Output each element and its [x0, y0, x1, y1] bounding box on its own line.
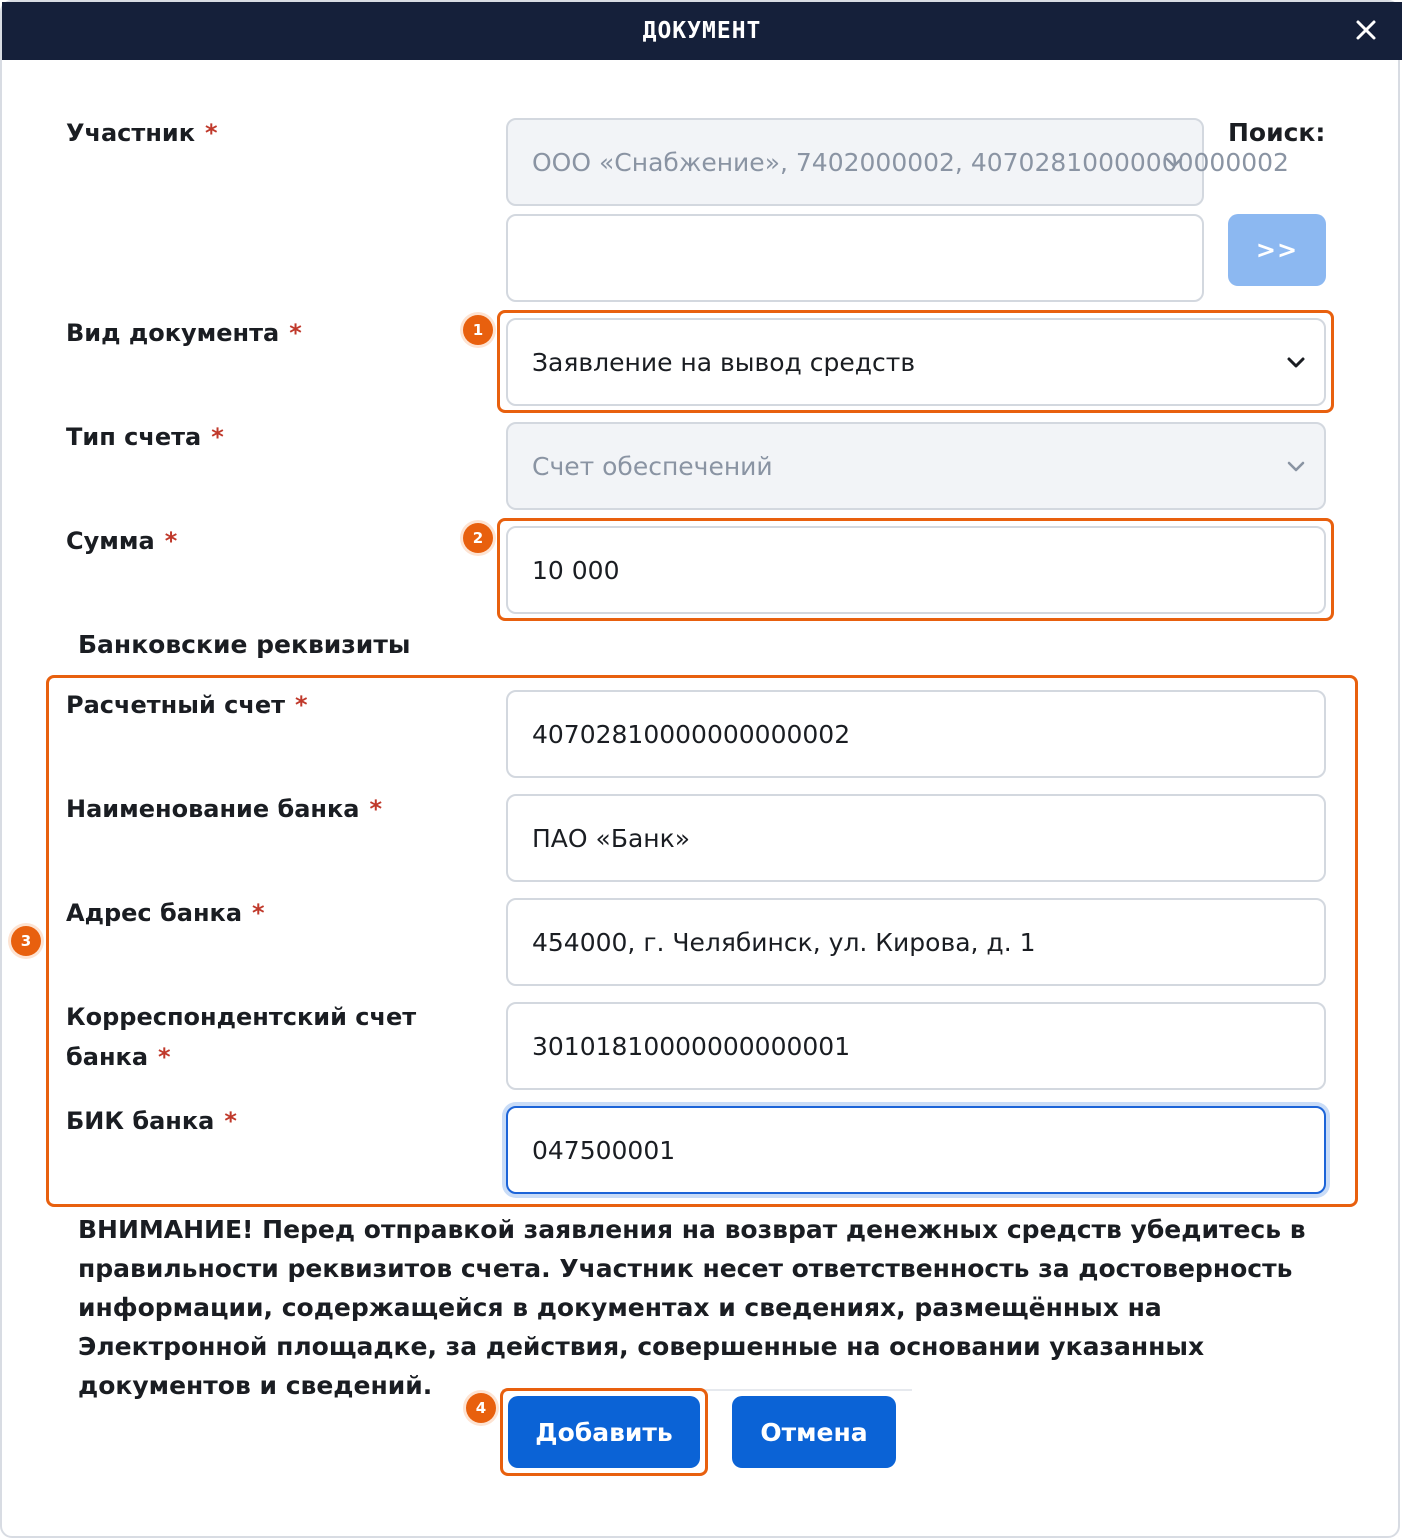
- dialog-title: ДОКУМЕНТ: [642, 18, 762, 44]
- bik-input[interactable]: 047500001: [506, 1106, 1326, 1194]
- required-mark: *: [289, 319, 302, 347]
- doc-type-label: Вид документа *: [66, 319, 302, 347]
- bank-name-label: Наименование банка *: [66, 795, 383, 823]
- required-mark: *: [205, 119, 218, 147]
- amount-label: Сумма *: [66, 527, 178, 555]
- required-mark: *: [158, 1043, 171, 1071]
- close-icon: [1355, 19, 1377, 41]
- chevron-down-icon: [1284, 454, 1308, 478]
- close-button[interactable]: [1344, 8, 1388, 52]
- bik-label: БИК банка *: [66, 1107, 237, 1135]
- corr-account-label: Корреспондентский счет банка *: [66, 1003, 417, 1071]
- required-mark: *: [369, 795, 383, 823]
- required-mark: *: [164, 527, 178, 555]
- participant-label: Участник *: [66, 119, 218, 147]
- highlight-frame-1: [497, 310, 1334, 413]
- required-mark: *: [224, 1107, 237, 1135]
- bank-address-input[interactable]: 454000, г. Челябинск, ул. Кирова, д. 1: [506, 898, 1326, 986]
- required-mark: *: [252, 899, 265, 927]
- add-button[interactable]: Добавить: [508, 1396, 700, 1468]
- required-mark: *: [295, 691, 308, 719]
- annotation-badge-4: 4: [466, 1393, 496, 1423]
- account-type-label: Тип счета *: [66, 423, 224, 451]
- cancel-button[interactable]: Отмена: [732, 1396, 896, 1468]
- search-label: Поиск:: [1228, 118, 1326, 147]
- warning-strong: ВНИМАНИЕ!: [78, 1215, 254, 1244]
- annotation-badge-3: 3: [11, 926, 41, 956]
- doc-type-select[interactable]: Заявление на вывод средств: [506, 318, 1326, 406]
- annotation-badge-2: 2: [463, 523, 493, 553]
- account-type-select[interactable]: Счет обеспечений: [506, 422, 1326, 510]
- corr-account-input[interactable]: 30101810000000000001: [506, 1002, 1326, 1090]
- bank-address-label: Адрес банка *: [66, 899, 265, 927]
- highlight-frame-3: [46, 675, 1358, 1207]
- bank-details-title: Банковские реквизиты: [78, 630, 411, 659]
- search-go-button[interactable]: >>: [1228, 214, 1326, 286]
- dialog-header: [2, 2, 1402, 60]
- highlight-frame-2: [497, 518, 1334, 621]
- checking-account-label: Расчетный счет *: [66, 691, 308, 719]
- participant-search-input[interactable]: [506, 214, 1204, 302]
- participant-select[interactable]: ООО «Снабжение», 7402000002, 40702810000000000002: [506, 118, 1204, 206]
- chevron-down-icon: [1162, 150, 1186, 174]
- annotation-badge-1: 1: [463, 315, 493, 345]
- highlight-frame-4: [500, 1388, 708, 1476]
- required-mark: *: [211, 423, 224, 451]
- amount-input[interactable]: 10 000: [506, 526, 1326, 614]
- bank-name-input[interactable]: ПАО «Банк»: [506, 794, 1326, 882]
- warning-text: ВНИМАНИЕ! Перед отправкой заявления на возврат денежных средств убедитесь в правильности реквизитов счета. Участник несет ответственность за достоверность информации, содержащейся в документах и сведениях, размещённых на Электронной площадке, за действия, совершенные на основании указанных документов и сведений.: [78, 1215, 1306, 1400]
- checking-account-input[interactable]: 40702810000000000002: [506, 690, 1326, 778]
